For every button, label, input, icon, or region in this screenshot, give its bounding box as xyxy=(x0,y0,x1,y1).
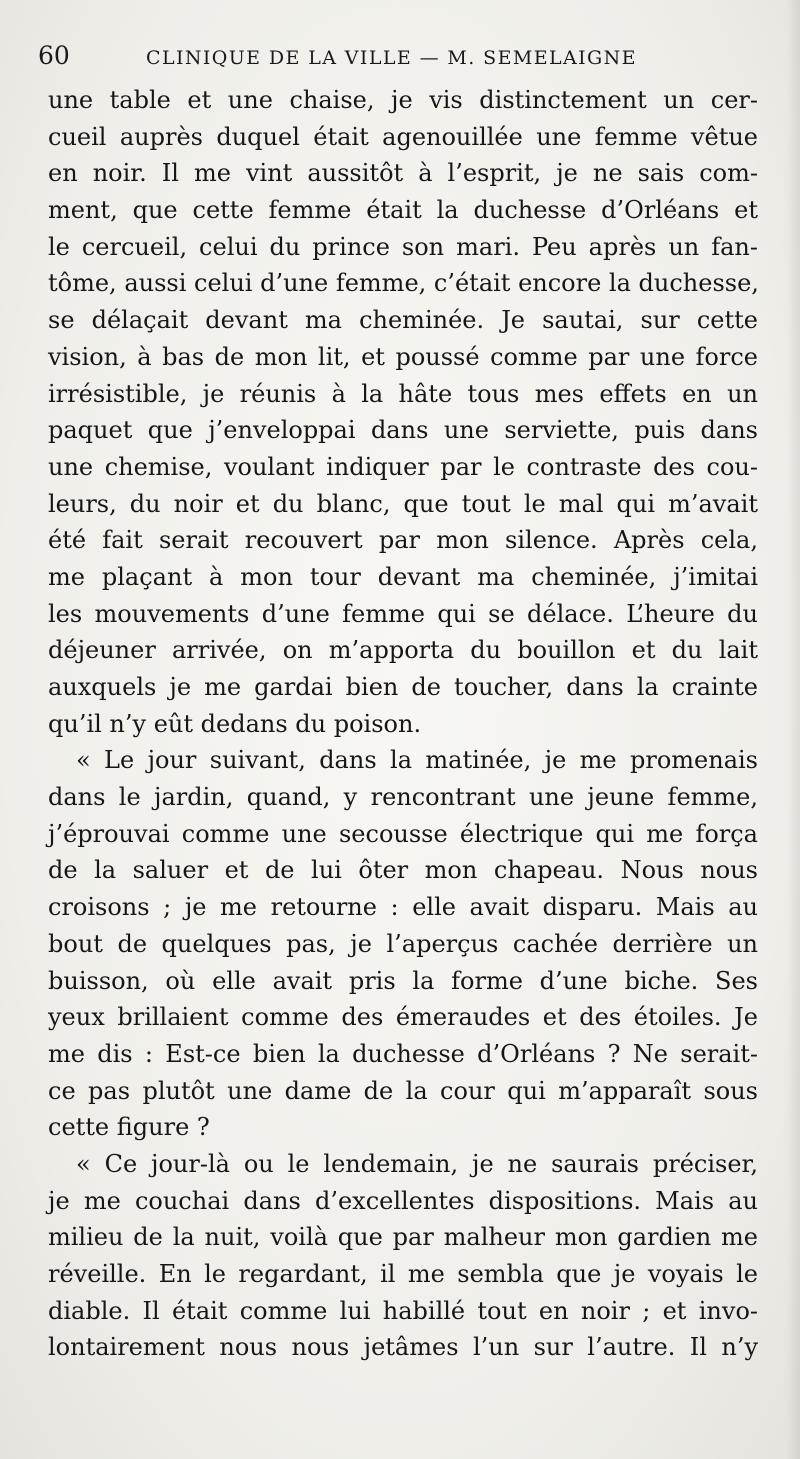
text-line: vision, à bas de mon lit, et poussé comme par une force xyxy=(48,342,758,371)
text-line: yeux brillaient comme des émeraudes et des étoiles. Je xyxy=(48,1003,758,1032)
text-line: dans le jardin, quand, y rencontrant une jeune femme, xyxy=(48,783,758,812)
text-line: irrésistible, je réunis à la hâte tous mes effets en un xyxy=(48,379,758,408)
text-line: me plaçant à mon tour devant ma cheminée, j’imitai xyxy=(48,562,758,591)
text-line: ce pas plutôt une dame de la cour qui m’apparaît sous xyxy=(48,1076,758,1105)
text-line: été fait serait recouvert par mon silence. Après cela, xyxy=(48,526,758,555)
text-line: paquet que j’enveloppai dans une serviette, puis dans xyxy=(48,416,758,445)
text-line: je me couchai dans d’excellentes dispositions. Mais au xyxy=(48,1186,758,1215)
text-line: j’éprouvai comme une secousse électrique qui me força xyxy=(48,819,758,848)
text-line: bout de quelques pas, je l’aperçus cachée derrière un xyxy=(48,929,758,958)
text-line: se délaçait devant ma cheminée. Je sautai, sur cette xyxy=(48,306,758,335)
text-line: milieu de la nuit, voilà que par malheur mon gardien me xyxy=(48,1223,758,1252)
text-line: les mouvements d’une femme qui se délace. L’heure du xyxy=(48,599,758,628)
text-line: cueil auprès duquel était agenouillée une femme vêtue xyxy=(48,122,758,151)
text-line: ment, que cette femme était la duchesse d’Orléans et xyxy=(48,196,758,225)
text-line: buisson, où elle avait pris la forme d’une biche. Ses xyxy=(48,966,758,995)
page-edge-shadow xyxy=(786,0,800,1459)
text-line: leurs, du noir et du blanc, que tout le mal qui m’avait xyxy=(48,489,758,518)
text-line: une table et une chaise, je vis distinctement un cer- xyxy=(48,86,758,114)
text-line: cette figure ? xyxy=(48,1113,210,1142)
text-line: « Ce jour-là ou le lendemain, je ne saurais préciser, xyxy=(76,1149,758,1178)
page-number: 60 xyxy=(38,41,70,70)
text-line: une chemise, voulant indiquer par le contraste des cou- xyxy=(48,452,758,481)
text-line: diable. Il était comme lui habillé tout en noir ; et invo- xyxy=(48,1296,758,1325)
text-line: « Le jour suivant, dans la matinée, je me promenais xyxy=(76,746,758,775)
text-line: réveille. En le regardant, il me sembla que je voyais le xyxy=(48,1260,758,1288)
text-line: me dis : Est-ce bien la duchesse d’Orléans ? Ne serait- xyxy=(48,1039,758,1068)
text-line: le cercueil, celui du prince son mari. Peu après un fan- xyxy=(48,232,758,261)
text-line: auxquels je me gardai bien de toucher, dans la crainte xyxy=(48,673,758,701)
running-head: CLINIQUE DE LA VILLE — M. SEMELAIGNE xyxy=(146,47,637,69)
text-line: croisons ; je me retourne : elle avait disparu. Mais au xyxy=(48,893,758,922)
text-line: en noir. Il me vint aussitôt à l’esprit, je ne sais com- xyxy=(48,159,758,188)
text-line: lontairement nous nous jetâmes l’un sur l’autre. Il n’y xyxy=(48,1333,758,1362)
text-line: déjeuner arrivée, on m’apporta du bouillon et du lait xyxy=(48,636,758,665)
body-text xyxy=(48,82,758,1366)
text-line: de la saluer et de lui ôter mon chapeau. Nous nous xyxy=(48,856,758,885)
text-line: qu’il n’y eût dedans du poison. xyxy=(48,709,422,738)
page-header xyxy=(38,40,758,80)
text-line: tôme, aussi celui d’une femme, c’était encore la duchesse, xyxy=(48,269,759,298)
